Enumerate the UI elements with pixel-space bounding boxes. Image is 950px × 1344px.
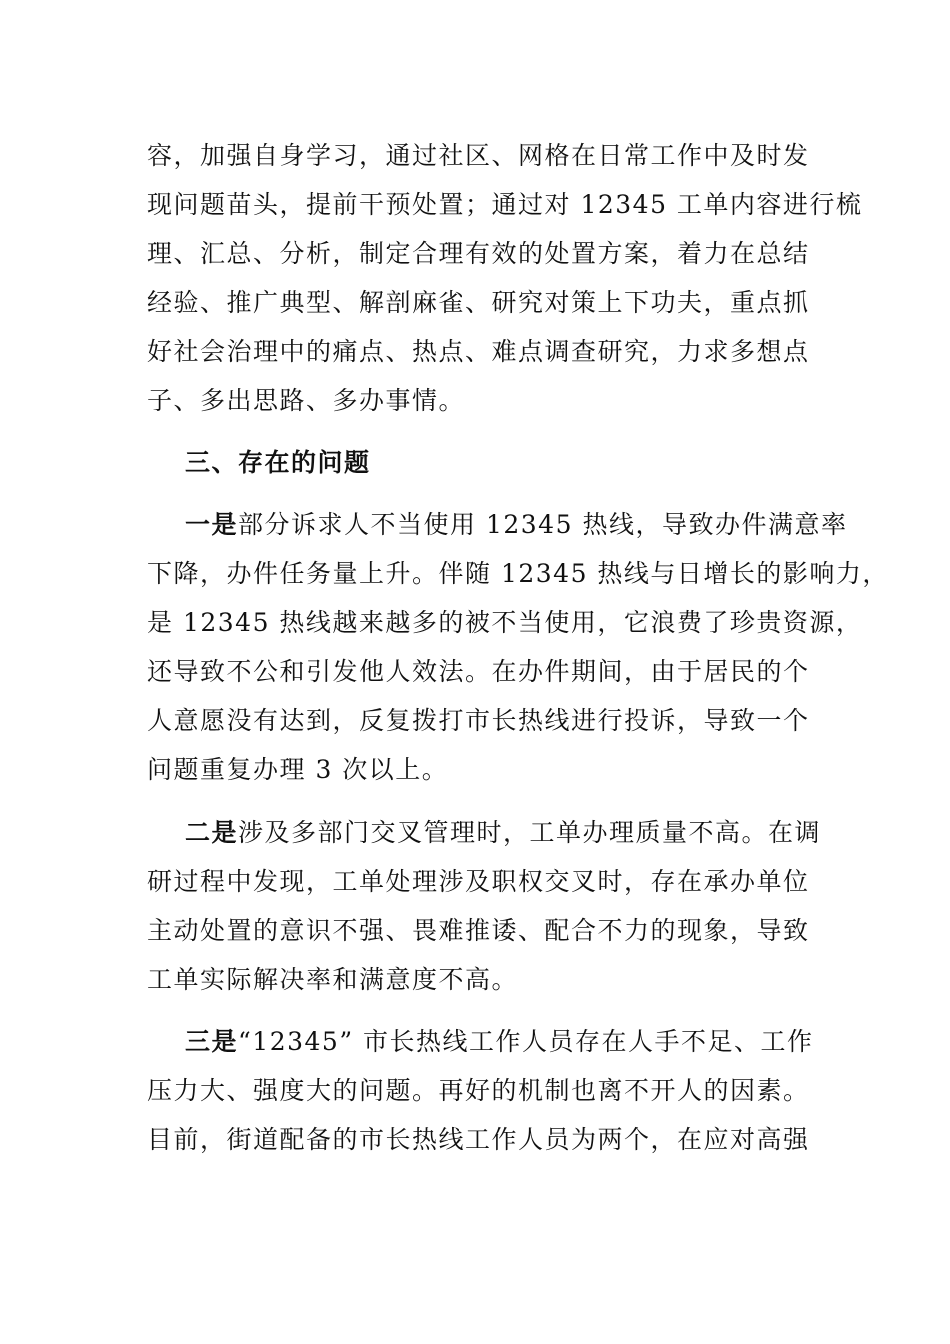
- problem-lead: 三是: [185, 1027, 239, 1056]
- problem-first-line: [185, 813, 821, 853]
- paragraph-line: 研过程中发现，工单处理涉及职权交叉时，存在承办单位: [147, 867, 810, 896]
- problem-first-line: [185, 1022, 814, 1062]
- paragraph-line: 下降，办件任务量上升。伴随 12345 热线与日增长的影响力，: [147, 559, 889, 588]
- paragraph-line: 好社会治理中的痛点、热点、难点调查研究，力求多想点: [147, 337, 810, 366]
- paragraph-line: 现问题苗头，提前干预处置；通过对 12345 工单内容进行梳: [147, 190, 863, 219]
- problem-text: 涉及多部门交叉管理时，工单办理质量不高。在调: [238, 818, 822, 847]
- paragraph-line: 主动处置的意识不强、畏难推诿、配合不力的现象，导致: [147, 916, 810, 945]
- problem-lead: 二是: [185, 818, 239, 847]
- paragraph-line: 目前，街道配备的市长热线工作人员为两个，在应对高强: [147, 1125, 810, 1154]
- paragraph-line: 理、汇总、分析，制定合理有效的处置方案，着力在总结: [147, 239, 810, 268]
- paragraph-line: 压力大、强度大的问题。再好的机制也离不开人的因素。: [147, 1076, 810, 1105]
- problem-text: “12345” 市长热线工作人员存在人手不足、工作: [238, 1027, 814, 1056]
- paragraph-line: 工单实际解决率和满意度不高。: [147, 965, 519, 994]
- paragraph-line: 人意愿没有达到，反复拨打市长热线进行投诉，导致一个: [147, 706, 810, 735]
- problem-lead: 一是: [185, 510, 239, 539]
- paragraph-line: 子、多出思路、多办事情。: [147, 386, 466, 415]
- paragraph-line: 问题重复办理 3 次以上。: [147, 755, 449, 784]
- problem-first-line: [185, 505, 847, 545]
- paragraph-line: 是 12345 热线越来越多的被不当使用，它浪费了珍贵资源，: [147, 608, 863, 637]
- paragraph-line: 还导致不公和引发他人效法。在办件期间，由于居民的个: [147, 657, 810, 686]
- paragraph-line: 经验、推广典型、解剖麻雀、研究对策上下功夫，重点抓: [147, 288, 810, 317]
- paragraph-line: 容，加强自身学习，通过社区、网格在日常工作中及时发: [147, 141, 810, 170]
- problem-text: 部分诉求人不当使用 12345 热线，导致办件满意率: [238, 510, 848, 539]
- section-heading: 三、存在的问题: [185, 448, 371, 477]
